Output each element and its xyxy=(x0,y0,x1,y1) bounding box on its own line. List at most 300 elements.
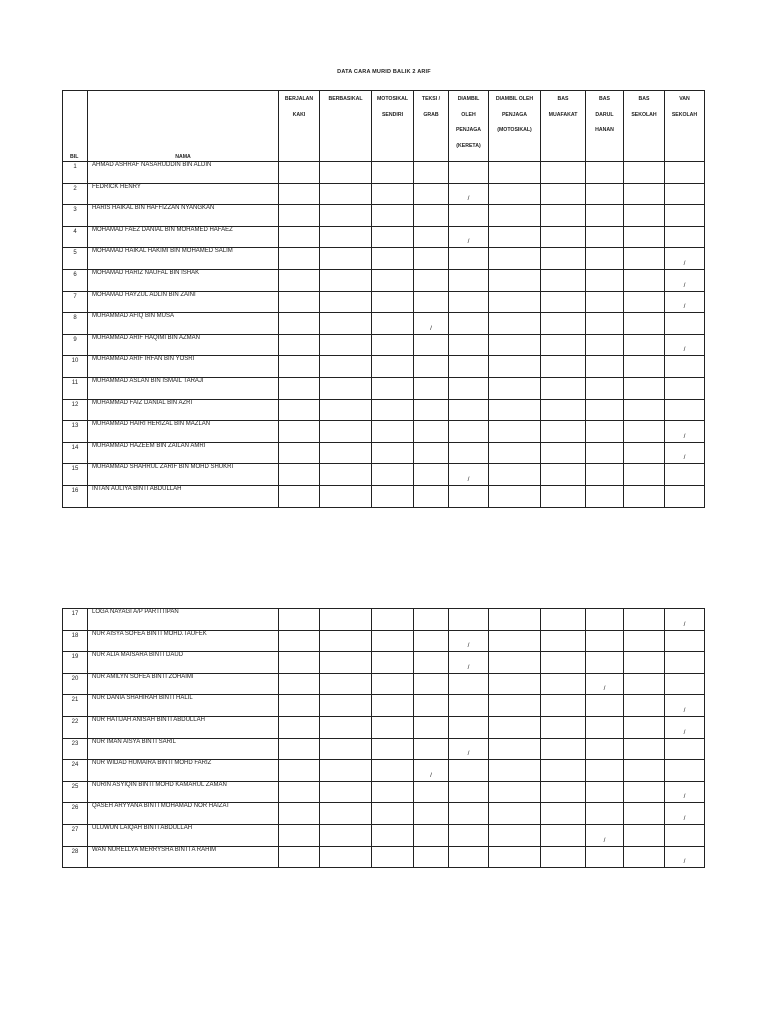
transport-cell xyxy=(541,738,586,760)
transport-cell xyxy=(320,738,372,760)
header-mode xyxy=(541,91,586,162)
table-row xyxy=(63,781,705,803)
transport-cell xyxy=(624,162,665,184)
transport-cell xyxy=(414,356,449,378)
transport-cell xyxy=(449,291,489,313)
transport-cell xyxy=(414,695,449,717)
transport-cell xyxy=(279,485,320,507)
transport-cell xyxy=(279,269,320,291)
header-mode-label: TEKSI / GRAB xyxy=(421,96,441,118)
transport-cell xyxy=(320,421,372,443)
attendance-table-top xyxy=(62,90,705,508)
transport-cell xyxy=(414,803,449,825)
transport-cell xyxy=(541,630,586,652)
transport-cell xyxy=(586,162,624,184)
table-row xyxy=(63,485,705,507)
transport-cell xyxy=(449,248,489,270)
row-number: 22 xyxy=(63,716,88,738)
transport-cell xyxy=(279,421,320,443)
transport-mark: / xyxy=(665,781,705,803)
transport-cell xyxy=(414,716,449,738)
student-name: MUHAMMAD SHAHRUL ZARIF BIN MOHD SHUKRI xyxy=(88,464,279,486)
transport-cell xyxy=(414,421,449,443)
transport-cell xyxy=(414,399,449,421)
transport-cell xyxy=(541,399,586,421)
header-mode xyxy=(414,91,449,162)
table-row xyxy=(63,652,705,674)
transport-cell xyxy=(279,846,320,868)
transport-mark: / xyxy=(665,269,705,291)
transport-cell xyxy=(372,485,414,507)
transport-cell xyxy=(414,291,449,313)
transport-cell xyxy=(586,226,624,248)
transport-cell xyxy=(489,248,541,270)
student-name: NURIN ASYIQIN BINTI MOHD KAMARUL ZAMAN xyxy=(88,781,279,803)
transport-cell xyxy=(320,846,372,868)
row-number: 4 xyxy=(63,226,88,248)
header-row xyxy=(63,91,705,162)
row-number: 7 xyxy=(63,291,88,313)
transport-cell xyxy=(586,183,624,205)
transport-cell xyxy=(372,630,414,652)
transport-cell xyxy=(320,399,372,421)
transport-cell xyxy=(414,824,449,846)
header-mode-label: VAN SEKOLAH xyxy=(671,96,698,118)
transport-cell xyxy=(279,716,320,738)
transport-cell xyxy=(665,738,705,760)
transport-cell xyxy=(279,162,320,184)
transport-cell xyxy=(586,760,624,782)
transport-cell xyxy=(414,334,449,356)
transport-cell xyxy=(665,399,705,421)
transport-cell xyxy=(279,377,320,399)
table-row xyxy=(63,464,705,486)
transport-cell xyxy=(586,421,624,443)
transport-cell xyxy=(489,652,541,674)
row-number: 19 xyxy=(63,652,88,674)
transport-cell xyxy=(624,205,665,227)
transport-cell xyxy=(320,760,372,782)
table-row xyxy=(63,442,705,464)
transport-cell xyxy=(372,442,414,464)
transport-cell xyxy=(489,183,541,205)
transport-cell xyxy=(624,652,665,674)
transport-cell xyxy=(320,291,372,313)
transport-cell xyxy=(372,673,414,695)
transport-mark: / xyxy=(449,630,489,652)
transport-cell xyxy=(624,824,665,846)
header-nama: NAMA xyxy=(88,91,279,162)
header-mode-label: BAS DARUL HANAN xyxy=(595,96,614,133)
transport-mark: / xyxy=(586,824,624,846)
transport-cell xyxy=(624,609,665,631)
transport-cell xyxy=(586,248,624,270)
student-name: MUHAMMAD ARIF IRFAN BIN YOSRI xyxy=(88,356,279,378)
row-number: 8 xyxy=(63,313,88,335)
transport-cell xyxy=(320,205,372,227)
row-number: 3 xyxy=(63,205,88,227)
row-number: 13 xyxy=(63,421,88,443)
row-number: 27 xyxy=(63,824,88,846)
transport-mark: / xyxy=(665,716,705,738)
student-name: MUHAMMAD HAZEEM BIN ZAILAN AMRI xyxy=(88,442,279,464)
transport-cell xyxy=(449,760,489,782)
transport-cell xyxy=(586,695,624,717)
transport-cell xyxy=(624,442,665,464)
transport-cell xyxy=(372,738,414,760)
table-row xyxy=(63,313,705,335)
transport-cell xyxy=(414,485,449,507)
transport-cell xyxy=(414,738,449,760)
row-number: 15 xyxy=(63,464,88,486)
transport-cell xyxy=(665,226,705,248)
row-number: 18 xyxy=(63,630,88,652)
transport-cell xyxy=(541,485,586,507)
row-number: 6 xyxy=(63,269,88,291)
transport-cell xyxy=(449,421,489,443)
transport-cell xyxy=(665,673,705,695)
student-name: INTAN AULIYA BINTI ABDULLAH xyxy=(88,485,279,507)
transport-cell xyxy=(449,695,489,717)
student-name: MUHAMMAD ARIF HAQIMI BIN AZMAN xyxy=(88,334,279,356)
header-mode-label: DIAMBIL OLEH PENJAGA (KERETA) xyxy=(455,96,482,149)
transport-cell xyxy=(279,652,320,674)
transport-cell xyxy=(320,609,372,631)
transport-cell xyxy=(279,226,320,248)
table-row xyxy=(63,630,705,652)
transport-cell xyxy=(586,291,624,313)
transport-cell xyxy=(541,652,586,674)
transport-cell xyxy=(665,356,705,378)
transport-cell xyxy=(624,399,665,421)
student-name: QASEH ARYYANA BINTI MOHAMAD NOR HAIZAT xyxy=(88,803,279,825)
header-mode xyxy=(665,91,705,162)
transport-cell xyxy=(320,716,372,738)
attendance-table-bottom xyxy=(62,608,705,868)
table-row xyxy=(63,803,705,825)
table-row xyxy=(63,824,705,846)
row-number: 26 xyxy=(63,803,88,825)
transport-cell xyxy=(541,356,586,378)
row-number: 17 xyxy=(63,609,88,631)
transport-cell xyxy=(372,377,414,399)
transport-cell xyxy=(320,162,372,184)
transport-cell xyxy=(372,356,414,378)
transport-cell xyxy=(586,377,624,399)
transport-cell xyxy=(279,183,320,205)
transport-cell xyxy=(586,399,624,421)
transport-cell xyxy=(449,824,489,846)
transport-cell xyxy=(449,356,489,378)
transport-mark: / xyxy=(665,421,705,443)
transport-cell xyxy=(372,716,414,738)
transport-cell xyxy=(279,695,320,717)
transport-cell xyxy=(624,716,665,738)
transport-cell xyxy=(449,673,489,695)
transport-cell xyxy=(414,248,449,270)
transport-cell xyxy=(665,630,705,652)
transport-cell xyxy=(665,485,705,507)
transport-cell xyxy=(541,781,586,803)
table-row xyxy=(63,695,705,717)
transport-cell xyxy=(372,183,414,205)
transport-cell xyxy=(372,248,414,270)
table-row xyxy=(63,291,705,313)
transport-cell xyxy=(489,269,541,291)
transport-cell xyxy=(489,803,541,825)
transport-cell xyxy=(372,399,414,421)
document-title: DATA CARA MURID BALIK 2 ARIF xyxy=(337,69,431,75)
transport-cell xyxy=(541,162,586,184)
student-name: MUHAMMAD FAIZ DANIAL BIN AZRI xyxy=(88,399,279,421)
transport-cell xyxy=(586,269,624,291)
transport-mark: / xyxy=(665,846,705,868)
student-name: NUR AISYA SOFEA BINTI MOHD.TAUFEK xyxy=(88,630,279,652)
transport-cell xyxy=(489,226,541,248)
transport-cell xyxy=(624,356,665,378)
student-name: MOHAMAD HAIKAL HAKIMI BIN MOHAMED SALIM xyxy=(88,248,279,270)
transport-cell xyxy=(279,291,320,313)
transport-cell xyxy=(489,291,541,313)
table-row xyxy=(63,760,705,782)
table-row xyxy=(63,269,705,291)
transport-cell xyxy=(372,269,414,291)
header-mode-label: BERJALAN KAKI xyxy=(284,96,314,118)
transport-cell xyxy=(320,442,372,464)
transport-cell xyxy=(541,421,586,443)
transport-cell xyxy=(279,630,320,652)
student-name: MOHAMAD HAYZUL ADLIN BIN ZAINI xyxy=(88,291,279,313)
transport-cell xyxy=(279,205,320,227)
header-mode-label: BAS SEKOLAH xyxy=(631,96,657,118)
transport-cell xyxy=(541,824,586,846)
transport-cell xyxy=(541,846,586,868)
transport-cell xyxy=(449,716,489,738)
transport-cell xyxy=(624,695,665,717)
row-number: 21 xyxy=(63,695,88,717)
transport-cell xyxy=(586,846,624,868)
transport-mark: / xyxy=(665,291,705,313)
transport-mark: / xyxy=(449,738,489,760)
transport-cell xyxy=(414,652,449,674)
transport-cell xyxy=(624,334,665,356)
student-name: FEDRICK HENRY xyxy=(88,183,279,205)
row-number: 11 xyxy=(63,377,88,399)
transport-mark: / xyxy=(449,226,489,248)
transport-cell xyxy=(279,248,320,270)
transport-cell xyxy=(279,442,320,464)
transport-cell xyxy=(320,313,372,335)
transport-cell xyxy=(586,652,624,674)
transport-cell xyxy=(414,183,449,205)
student-name: NUR AMILYN SOFEA BINTI ZOHAIMI xyxy=(88,673,279,695)
transport-cell xyxy=(624,464,665,486)
transport-mark: / xyxy=(586,673,624,695)
transport-cell xyxy=(489,464,541,486)
transport-cell xyxy=(541,226,586,248)
header-mode xyxy=(372,91,414,162)
transport-cell xyxy=(665,464,705,486)
transport-cell xyxy=(372,421,414,443)
transport-cell xyxy=(449,162,489,184)
transport-cell xyxy=(414,609,449,631)
transport-cell xyxy=(489,162,541,184)
table-row xyxy=(63,846,705,868)
student-name: ULUWUN LAIQAH BINTI ABDULLAH xyxy=(88,824,279,846)
transport-cell xyxy=(624,781,665,803)
transport-cell xyxy=(541,291,586,313)
student-name: NUR DANIA SHAHIRAH BINTI HALIL xyxy=(88,695,279,717)
transport-cell xyxy=(372,313,414,335)
transport-cell xyxy=(372,291,414,313)
transport-cell xyxy=(624,846,665,868)
transport-cell xyxy=(586,334,624,356)
transport-cell xyxy=(624,183,665,205)
transport-cell xyxy=(414,226,449,248)
transport-cell xyxy=(665,162,705,184)
transport-cell xyxy=(624,248,665,270)
table-row xyxy=(63,673,705,695)
table-row xyxy=(63,377,705,399)
table-row xyxy=(63,609,705,631)
transport-cell xyxy=(279,803,320,825)
table-row xyxy=(63,399,705,421)
transport-cell xyxy=(449,781,489,803)
transport-cell xyxy=(489,334,541,356)
transport-cell xyxy=(279,673,320,695)
student-name: WAN NURELLYA MERRYSHA BINTI A RAHIM xyxy=(88,846,279,868)
transport-cell xyxy=(414,673,449,695)
transport-cell xyxy=(414,846,449,868)
transport-cell xyxy=(541,716,586,738)
transport-cell xyxy=(624,673,665,695)
transport-mark: / xyxy=(665,803,705,825)
row-number: 2 xyxy=(63,183,88,205)
transport-cell xyxy=(279,781,320,803)
student-name: NUR IMAN AISYA BINTI SARIL xyxy=(88,738,279,760)
transport-cell xyxy=(586,781,624,803)
transport-cell xyxy=(372,695,414,717)
row-number: 14 xyxy=(63,442,88,464)
student-name: LOGA NAYAGI A/P PARTITIPAN xyxy=(88,609,279,631)
transport-cell xyxy=(541,269,586,291)
table-row xyxy=(63,421,705,443)
transport-cell xyxy=(624,269,665,291)
transport-cell xyxy=(372,205,414,227)
transport-mark: / xyxy=(665,609,705,631)
header-mode xyxy=(624,91,665,162)
transport-cell xyxy=(279,464,320,486)
transport-cell xyxy=(414,377,449,399)
transport-cell xyxy=(320,781,372,803)
transport-cell xyxy=(449,609,489,631)
transport-cell xyxy=(665,760,705,782)
table-row xyxy=(63,226,705,248)
transport-cell xyxy=(320,269,372,291)
transport-cell xyxy=(541,248,586,270)
transport-cell xyxy=(489,377,541,399)
transport-cell xyxy=(624,738,665,760)
header-mode xyxy=(320,91,372,162)
transport-mark: / xyxy=(449,183,489,205)
transport-cell xyxy=(586,738,624,760)
transport-cell xyxy=(541,673,586,695)
transport-cell xyxy=(489,485,541,507)
header-mode xyxy=(586,91,624,162)
transport-cell xyxy=(279,399,320,421)
transport-cell xyxy=(586,716,624,738)
transport-cell xyxy=(624,803,665,825)
transport-cell xyxy=(372,162,414,184)
transport-cell xyxy=(541,464,586,486)
student-name: MUHAMMAD ASLAN BIN ISMAIL TARAJI xyxy=(88,377,279,399)
student-name: MUHAMMAD HAIRI HERIZAL BIN MAZLAN xyxy=(88,421,279,443)
header-mode-label: MOTOSIKAL SENDIRI xyxy=(376,96,409,118)
transport-cell xyxy=(489,313,541,335)
transport-cell xyxy=(541,313,586,335)
transport-mark: / xyxy=(414,313,449,335)
transport-cell xyxy=(541,695,586,717)
transport-cell xyxy=(449,269,489,291)
transport-cell xyxy=(489,760,541,782)
transport-cell xyxy=(320,652,372,674)
transport-cell xyxy=(279,609,320,631)
transport-cell xyxy=(541,760,586,782)
transport-cell xyxy=(414,442,449,464)
transport-cell xyxy=(489,630,541,652)
header-mode-label: BAS MUAFAKAT xyxy=(548,96,578,118)
transport-cell xyxy=(624,630,665,652)
transport-cell xyxy=(449,399,489,421)
transport-cell xyxy=(414,269,449,291)
transport-cell xyxy=(489,609,541,631)
transport-cell xyxy=(320,248,372,270)
transport-cell xyxy=(586,464,624,486)
header-mode xyxy=(279,91,320,162)
transport-cell xyxy=(665,824,705,846)
transport-cell xyxy=(489,716,541,738)
transport-cell xyxy=(320,226,372,248)
transport-cell xyxy=(279,356,320,378)
transport-cell xyxy=(414,464,449,486)
transport-cell xyxy=(624,291,665,313)
transport-cell xyxy=(586,803,624,825)
transport-cell xyxy=(279,824,320,846)
transport-cell xyxy=(320,377,372,399)
table-row xyxy=(63,356,705,378)
transport-cell xyxy=(489,738,541,760)
row-number: 1 xyxy=(63,162,88,184)
student-name: MOHAMAD FAEZ DANIAL BIN MOHAMED HAFAEZ xyxy=(88,226,279,248)
transport-cell xyxy=(665,183,705,205)
transport-mark: / xyxy=(449,464,489,486)
transport-cell xyxy=(624,421,665,443)
transport-cell xyxy=(449,485,489,507)
transport-cell xyxy=(449,313,489,335)
transport-cell xyxy=(320,183,372,205)
transport-cell xyxy=(586,313,624,335)
row-number: 23 xyxy=(63,738,88,760)
transport-cell xyxy=(665,313,705,335)
transport-cell xyxy=(586,205,624,227)
row-number: 20 xyxy=(63,673,88,695)
transport-mark: / xyxy=(414,760,449,782)
student-name: MUHAMMAD AFIQ BIN MUSA xyxy=(88,313,279,335)
transport-cell xyxy=(414,630,449,652)
student-name: NUR HATIJAH ANISAH BINTI ABDULLAH xyxy=(88,716,279,738)
student-name: MOHAMAD HARIZ NAUFAL BIN ISHAK xyxy=(88,269,279,291)
transport-cell xyxy=(541,205,586,227)
